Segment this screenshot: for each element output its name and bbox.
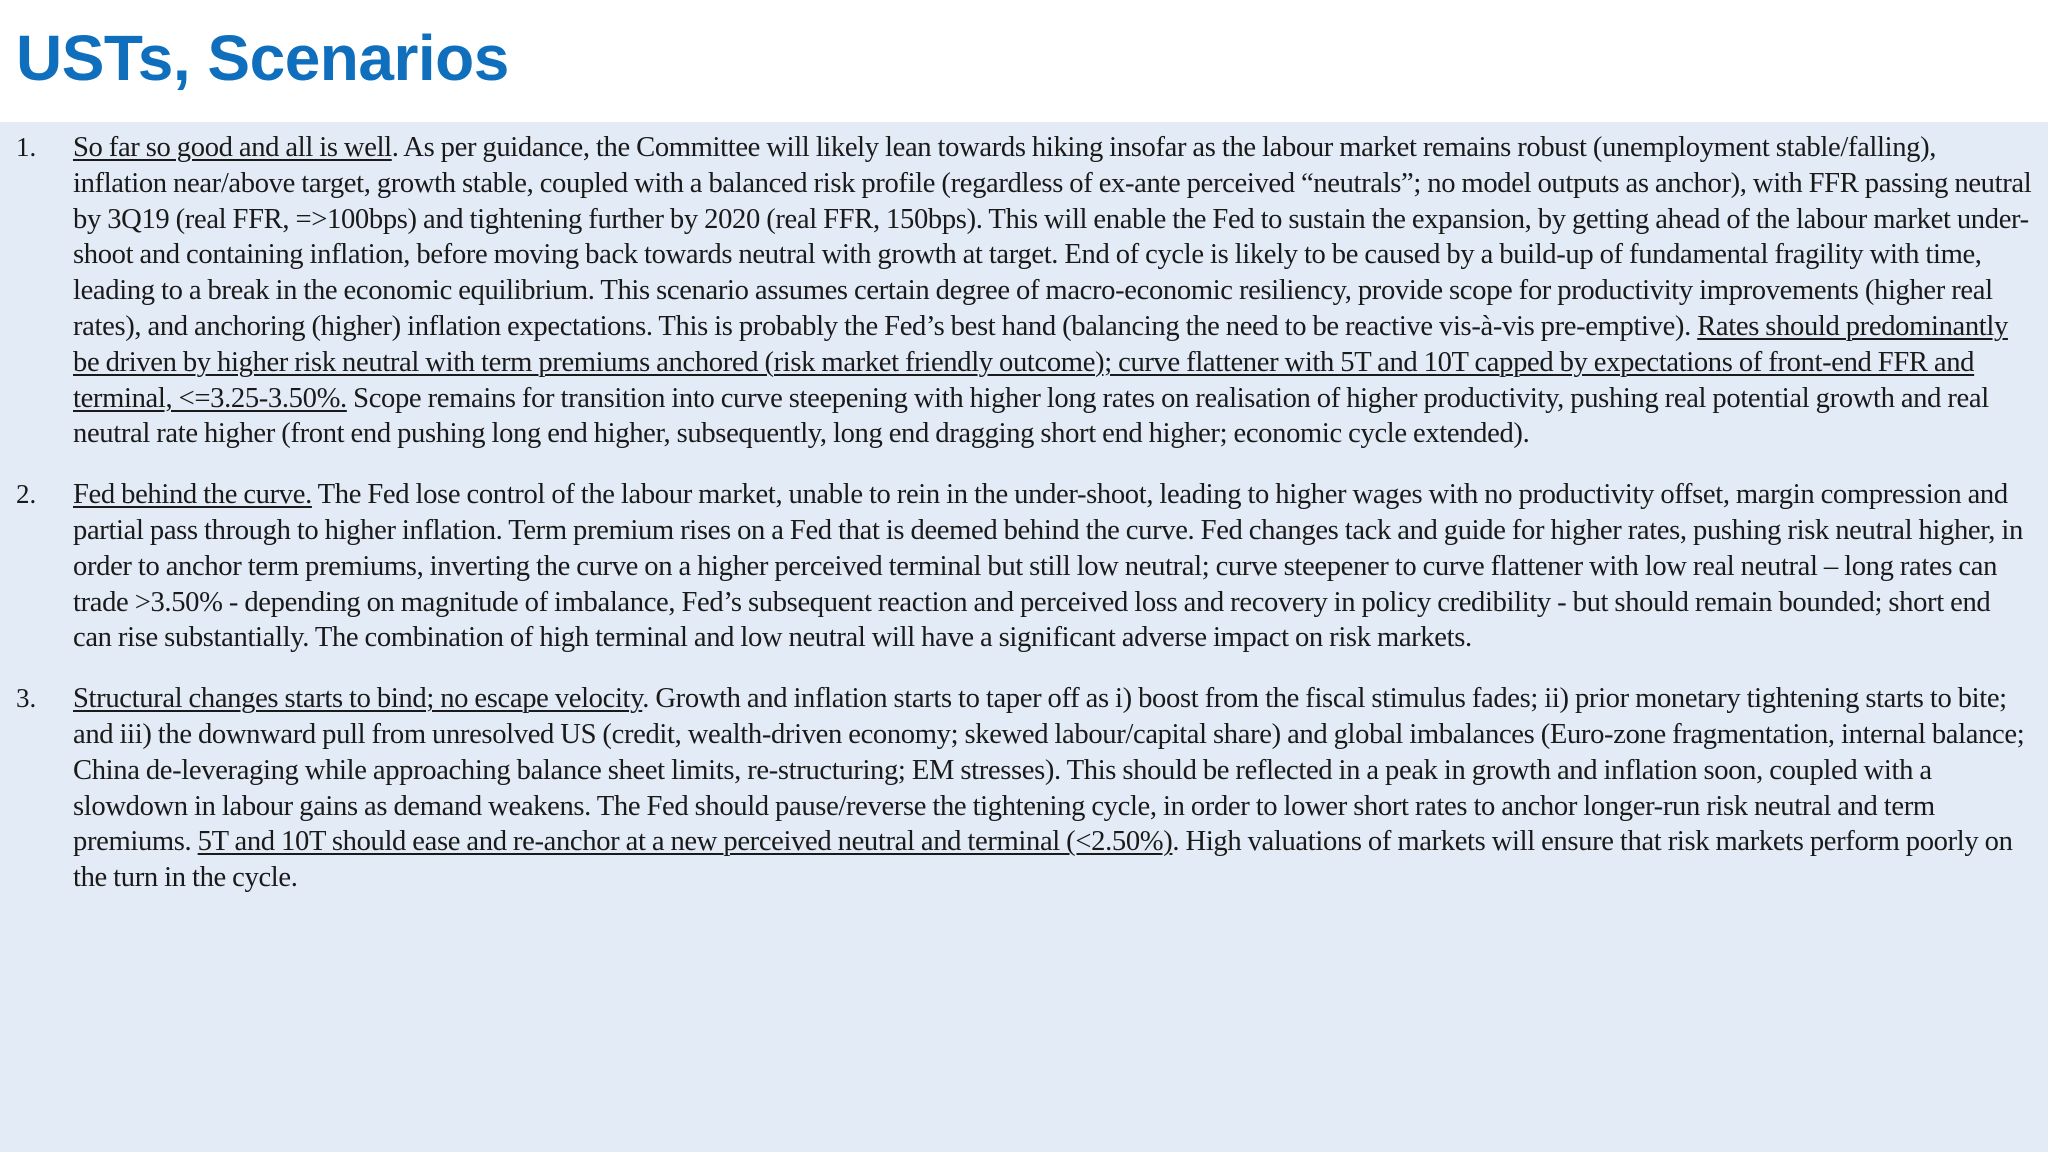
slide-header [0,0,2048,122]
scenario-body: . Growth and inflation starts to taper off as i) boost from the fiscal stimulus fades; ii) prior monetary tightening starts to bite; and iii) the downward pull from unresolved US (credit, wealth-driven economy; skewed labour/capital share) and global imbalances (Euro-zone fragmentation, internal balance; China de-leveraging while approaching balance sheet limits, re-structuring; EM stresses). This should be reflected in a peak in growth and inflation soon, coupled with a slowdown in labour gains as demand weakens. The Fed should pause/reverse the tightening cycle, in order to lower short rates to anchor longer-run risk neutral and term premiums. [73,683,2025,858]
scenario-item-2 [0,477,2048,656]
scenario-heading: Fed behind the curve. [73,479,312,511]
scenario-body-continued: . High valuations of markets will ensure that risk markets perform poorly on the turn in the cycle. [73,826,2013,894]
slide-title: USTs, Scenarios [16,22,509,94]
scenario-heading: So far so good and all is well [73,132,392,163]
scenario-number: 3. [16,683,37,714]
scenario-heading: Structural changes starts to bind; no escape velocity [73,683,643,715]
scenario-highlight: 5T and 10T should ease and re-anchor at a new perceived neutral and terminal (<2.50%) [197,826,1173,858]
scenario-number: 1. [16,132,37,162]
scenario-body: The Fed lose control of the labour market, unable to rein in the under-shoot, leading to higher wages with no productivity offset, margin compression and partial pass through to higher inflation. Term premium rises on a Fed that is deemed behind the curve. Fed changes tack and guide for higher rates, pushing risk neutral higher, in order to anchor term premiums, inverting the curve on a higher perceived terminal but still low neutral; curve steepener to curve flattener with low real neutral – long rates can trade >3.50% - depending on magnitude of imbalance, Fed’s subsequent reaction and perceived loss and recovery in policy credibility - but should remain bounded; short end can rise substantially. The combination of high terminal and low neutral will have a significant adverse impact on risk markets. [73,479,2023,654]
slide-body [0,122,2048,1152]
scenario-text [73,130,2033,452]
scenario-number: 2. [16,479,37,510]
scenario-highlight: Rates should predominantly be driven by higher risk neutral with term premiums anchored (risk market friendly outcome); curve flattener with 5T and 10T capped by expectations of front-end FFR and terminal, <=3.25-3.50%. [73,310,2008,414]
scenario-list [0,130,2048,921]
scenario-text [73,681,2033,896]
scenario-text [73,477,2033,656]
scenario-item-3 [0,681,2048,896]
scenario-item-1 [0,130,2048,452]
scenario-body: . As per guidance, the Committee will likely lean towards hiking insofar as the labour market remains robust (unemployment stable/falling), inflation near/above target, growth stable, coupled with a balanced risk profile (regardless of ex-ante perceived “neutrals”; no model outputs as anchor), with FFR passing neutral by 3Q19 (real FFR, =>100bps) and tightening further by 2020 (real FFR, 150bps). This will enable the Fed to sustain the expansion, by getting ahead of the labour market under-shoot and containing inflation, before moving back towards neutral with growth at target. End of cycle is likely to be caused by a build-up of fundamental fragility with time, leading to a break in the economic equilibrium. This scenario assumes certain degree of macro-economic resiliency, provide scope for productivity improvements (higher real rates), and anchoring (higher) inflation expectations. This is probably the Fed’s best hand (balancing the need to be reactive vis-à-vis pre-emptive). [73,132,2032,342]
scenario-body-continued: Scope remains for transition into curve steepening with higher long rates on realisation of higher productivity, pushing real potential growth and real neutral rate higher (front end pushing long end higher, subsequently, long end dragging short end higher; economic cycle extended). [73,382,1989,450]
